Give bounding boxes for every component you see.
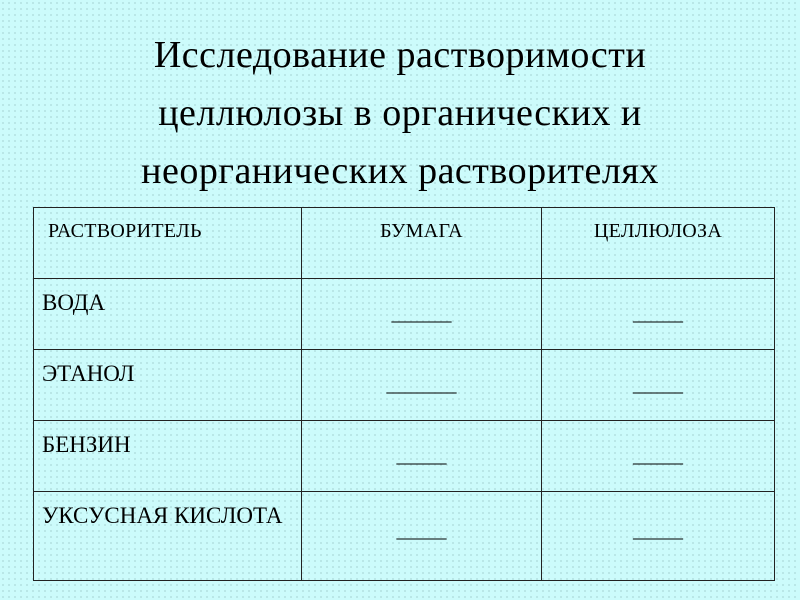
cell-paper: _______ xyxy=(302,350,542,421)
cell-solvent: БЕНЗИН xyxy=(34,421,302,492)
table-row xyxy=(34,421,775,492)
header-solvent: РАСТВОРИТЕЛЬ xyxy=(34,208,302,279)
slide-title xyxy=(40,26,760,200)
solubility-table-container xyxy=(33,207,774,581)
table-header-row xyxy=(34,208,775,279)
cell-paper: _____ xyxy=(302,492,542,581)
cell-cellulose: _____ xyxy=(542,421,775,492)
cell-paper: _____ xyxy=(302,421,542,492)
table-row xyxy=(34,350,775,421)
title-line-1: Исследование растворимости xyxy=(153,34,647,76)
cell-solvent: УКСУСНАЯ КИСЛОТА xyxy=(34,492,302,581)
cell-paper: ______ xyxy=(302,279,542,350)
cell-cellulose: _____ xyxy=(542,279,775,350)
header-paper: БУМАГА xyxy=(302,208,542,279)
title-line-2: целлюлозы в органических и xyxy=(158,92,642,134)
title-line-3: неорганических растворителях xyxy=(141,150,659,192)
solubility-table xyxy=(33,207,775,581)
cell-cellulose: _____ xyxy=(542,350,775,421)
cell-solvent: ВОДА xyxy=(34,279,302,350)
table-row xyxy=(34,492,775,581)
table-row xyxy=(34,279,775,350)
header-cellulose: ЦЕЛЛЮЛОЗА xyxy=(542,208,775,279)
cell-cellulose: _____ xyxy=(542,492,775,581)
cell-solvent: ЭТАНОЛ xyxy=(34,350,302,421)
